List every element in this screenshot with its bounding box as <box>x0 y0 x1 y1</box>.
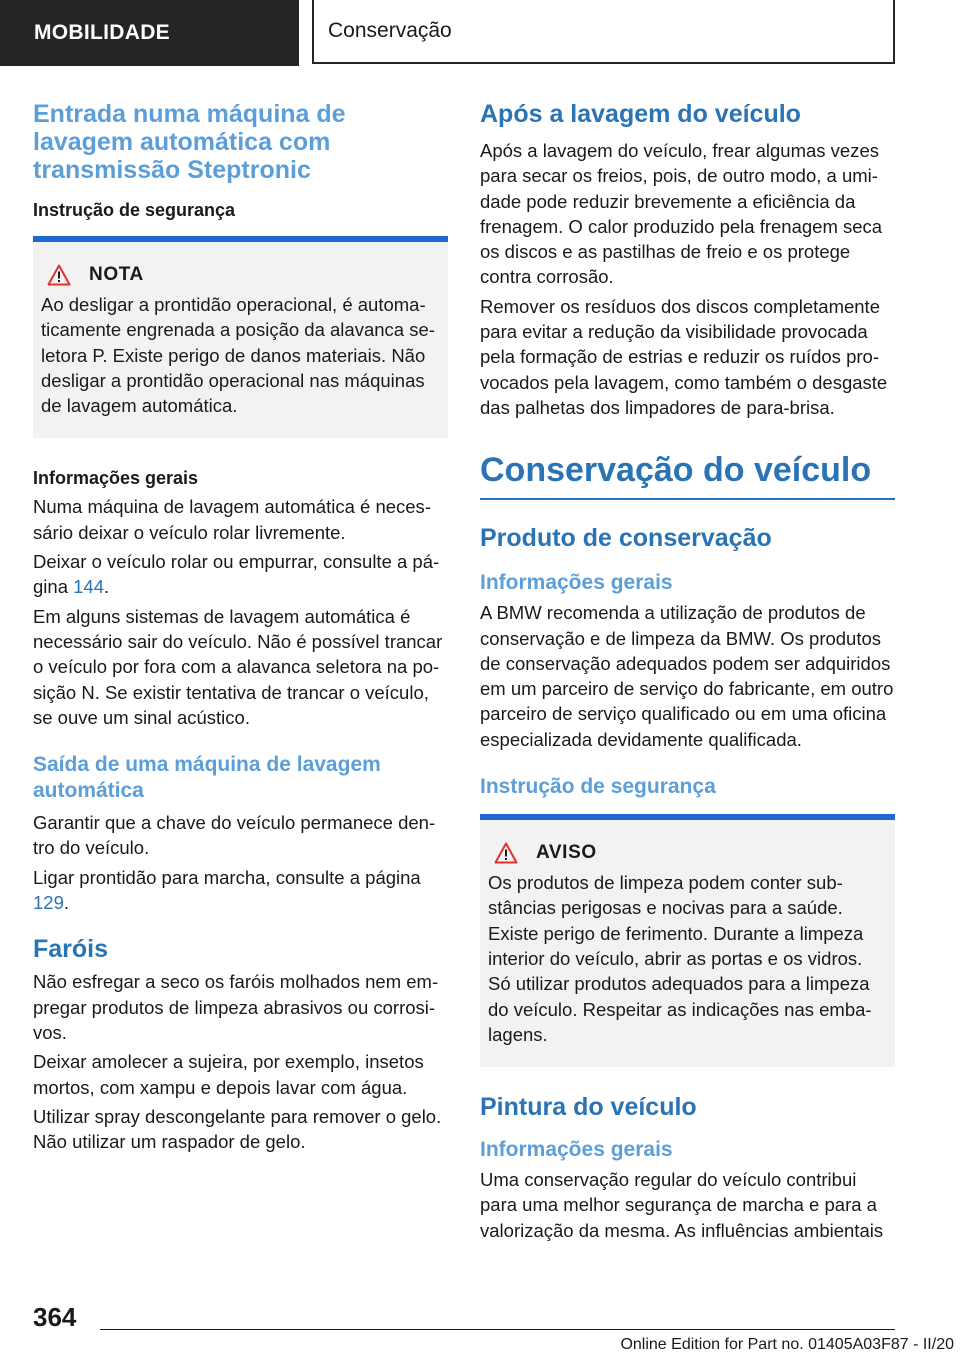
chapter-tab <box>312 0 895 64</box>
warning-box <box>480 814 895 1067</box>
paragraph: Não esfregar a seco os faróis molhados nem empregar produtos de limpeza abrasivos ou corrosivos. <box>33 971 439 1043</box>
paragraph: Remover os resíduos dos discos completamente para evitar a redução da visibilidade provocada pela formação de estrias e reduzir os ruídos provocados pela lavagem, como também o desgaste das palhetas dos limpadores de para-brisa. <box>480 295 888 418</box>
notice-text: Ao desligar a prontidão operacional, é automaticamente engrenada a posição da alavanca seletora P. Existe perigo de danos materiais. Não desligar a prontidão operacional nas máquinas de lavagem automática. <box>41 294 435 417</box>
paint-title: Pintura do veículo <box>480 1093 697 1122</box>
notice-box <box>33 236 448 438</box>
paragraph: Em alguns sistemas de lavagem automática é necessário sair do veículo. Não é possível trancar o veículo por fora com a alavanca seletora na posição N. Se existir tentativa de trancar o veículo, se ouve um sinal acústico. <box>33 605 443 728</box>
edition-note: Online Edition for Part no. 01405A03F87 - II/20 <box>620 1336 954 1353</box>
paragraph: Numa máquina de lavagem automática é necessário deixar o veículo rolar livremente. <box>33 496 431 543</box>
page-link-129[interactable]: 129 <box>33 892 64 914</box>
left-title: Entrada numa máquina de lavagem automática com transmissão Steptronic <box>33 100 346 184</box>
after-wash-title: Após a lavagem do veículo <box>480 100 801 128</box>
section-tab <box>0 0 299 66</box>
general-heading: Informações gerais <box>480 1138 673 1162</box>
care-title: Conservação do veículo <box>480 450 895 500</box>
general-heading: Informações gerais <box>480 571 673 595</box>
notice-label: NOTA <box>89 264 144 285</box>
paragraph: Após a lavagem do veículo, frear algumas vezes para secar os freios, pois, de outro modo, a umidade pode reduzir brevemente a eficiência da frenagem. O calor produzido pela frenagem seca os discos e as pastilhas de freio e os protege contra corrosão. <box>480 140 883 288</box>
warning-label: AVISO <box>536 842 597 864</box>
paragraph-with-link: Deixar o veículo rolar ou empurrar, consulte a página 144. <box>33 551 440 598</box>
paragraph: Uma conservação regular do veículo contribui para uma melhor segurança de marcha e para a valorização da mesma. As influências ambientais <box>480 1169 884 1241</box>
warning-triangle-icon <box>47 264 71 286</box>
product-title: Produto de conservação <box>480 524 772 553</box>
page-number: 364 <box>33 1302 77 1332</box>
section-label: MOBILIDADE <box>34 21 170 44</box>
safety-heading: Instrução de segurança <box>480 775 716 799</box>
headlights-title: Faróis <box>33 935 109 964</box>
safety-heading: Instrução de segurança <box>33 200 236 220</box>
right-column <box>480 100 895 1243</box>
paragraph: Utilizar spray descongelante para remover o gelo. Não utilizar um raspador de gelo. <box>33 1105 442 1153</box>
warning-text: Os produtos de limpeza podem conter substâncias perigosas e nocivas para a saúde. Existe perigo de ferimento. Durante a limpeza interior do veículo, abrir as portas e os vidros. Só utilizar produtos adequados para a limpeza do veículo. Respeitar as indicações nas embalagens. <box>488 872 872 1045</box>
page-link-144[interactable]: 144 <box>73 576 104 598</box>
chapter-label: Conservação <box>328 19 452 42</box>
warning-triangle-icon <box>494 842 518 864</box>
paragraph: Garantir que a chave do veículo permanece dentro do veículo. <box>33 812 436 859</box>
general-heading: Informações gerais <box>33 468 199 489</box>
exit-wash-title: Saída de uma máquina de lavagem automática <box>33 753 381 803</box>
footer-divider <box>100 1329 895 1330</box>
paragraph-with-link: Ligar prontidão para marcha, consulte a página 129. <box>33 866 421 914</box>
left-column <box>33 100 448 1154</box>
paragraph: A BMW recomenda a utilização de produtos de conservação e de limpeza da BMW. Os produtos de conservação adequados podem ser adquiridos em um parceiro de serviço do fabricante, em outro parceiro de serviço qualificado ou em uma oficina especializada devidamente qualificada. <box>480 602 894 750</box>
paragraph: Deixar amolecer a sujeira, por exemplo, insetos mortos, com xampu e depois lavar com água. <box>33 1051 424 1098</box>
